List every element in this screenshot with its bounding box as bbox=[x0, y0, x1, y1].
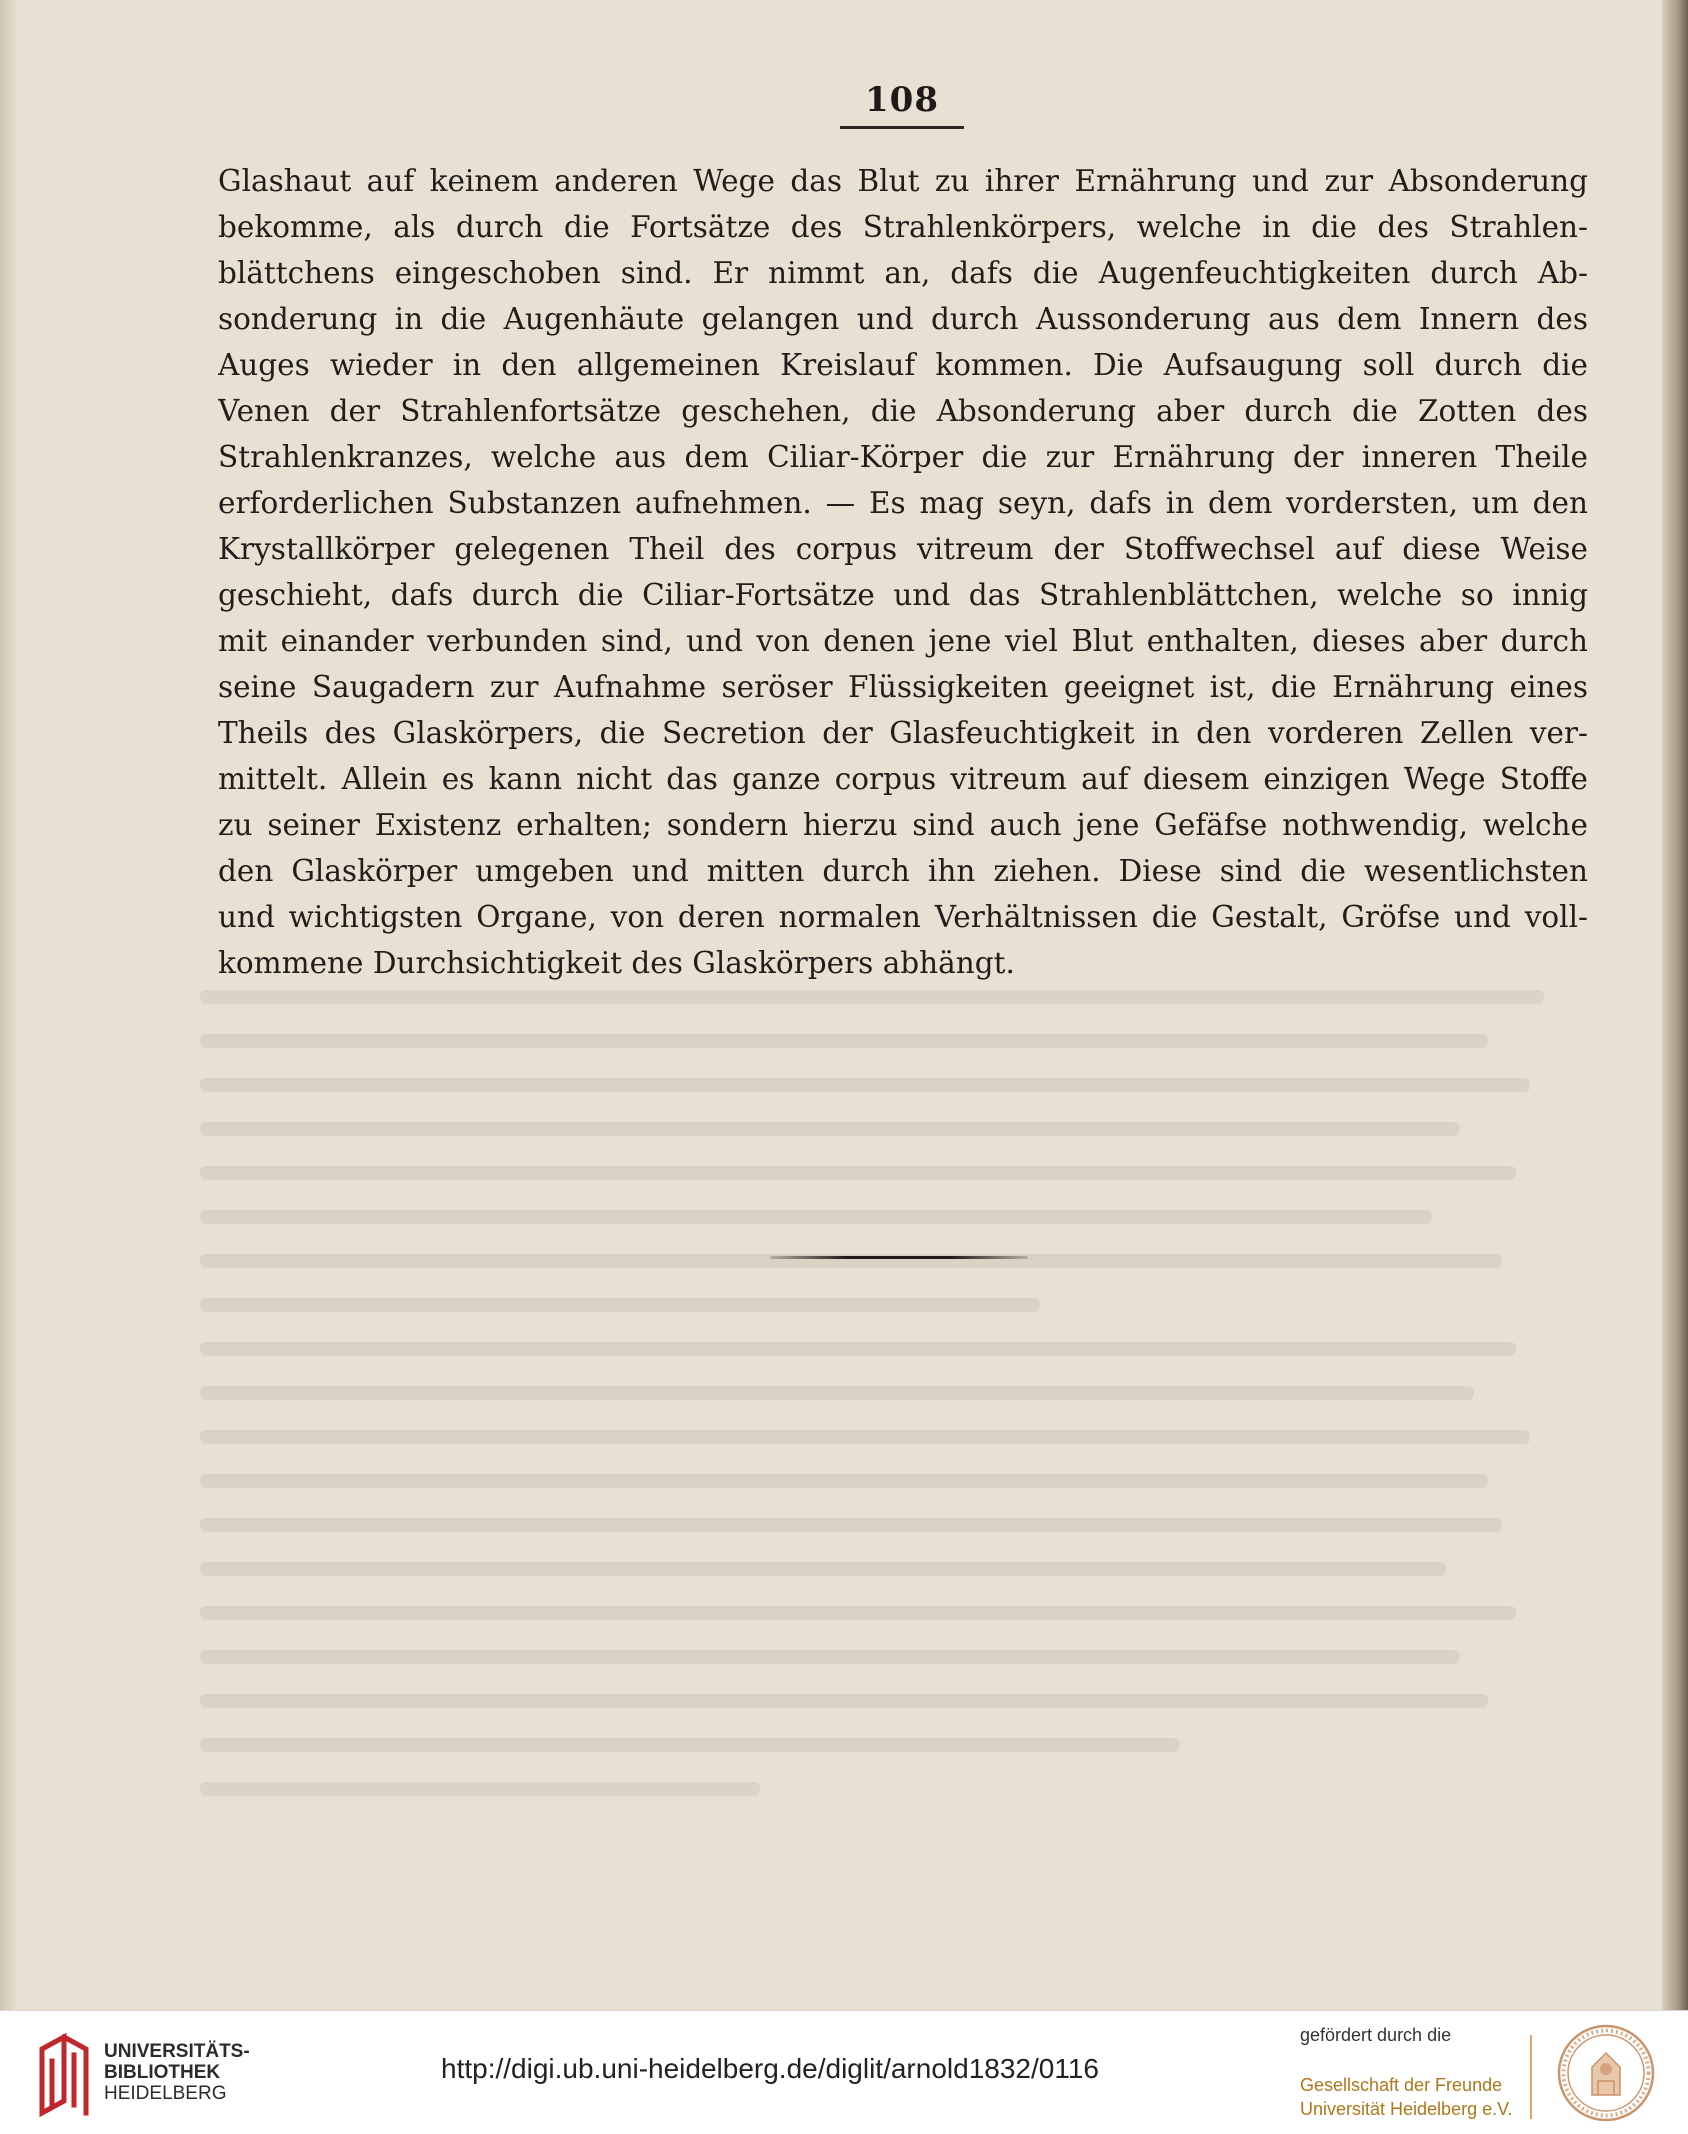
page-right-edge bbox=[1662, 0, 1688, 2010]
page-left-shadow bbox=[0, 0, 18, 2010]
text-line: mittelt. Allein es kann nicht das ganze corpus vitreum auf diesem einzigen Wege Stoffe bbox=[218, 762, 1588, 796]
library-name-line3: HEIDELBERG bbox=[104, 2083, 227, 2104]
text-line: und wichtigsten Organe, von deren normalen Verhältnissen die Gestalt, Gröfse und voll- bbox=[218, 900, 1588, 934]
text-line: bekomme, als durch die Fortsätze des Strahlenkörpers, welche in die des Strahlen- bbox=[218, 210, 1588, 244]
page-number-rule bbox=[840, 126, 964, 129]
library-name-line2: BIBLIOTHEK bbox=[104, 2062, 221, 2083]
section-end-rule bbox=[770, 1256, 1028, 1259]
text-line: zu seiner Existenz erhalten; sondern hierzu sind auch jene Gefäfse nothwendig, welche bbox=[218, 808, 1588, 842]
library-name bbox=[104, 2041, 250, 2104]
sponsor-name-line2: Universität Heidelberg e.V. bbox=[1300, 2099, 1513, 2119]
text-line: Auges wieder in den allgemeinen Kreislauf kommen. Die Aufsaugung soll durch die bbox=[218, 348, 1588, 382]
sponsor-name[interactable] bbox=[1300, 2073, 1512, 2121]
permalink-url[interactable]: http://digi.ub.uni-heidelberg.de/diglit/arnold1832/0116 bbox=[441, 2053, 1099, 2084]
text-line: Strahlenkranzes, welche aus dem Ciliar-Körper die zur Ernährung der inneren Theile bbox=[218, 440, 1588, 474]
university-seal-icon[interactable] bbox=[1556, 2023, 1656, 2123]
text-line: sonderung in die Augenhäute gelangen und durch Aussonderung aus dem Innern des bbox=[218, 302, 1588, 336]
viewer-footer bbox=[0, 2010, 1688, 2134]
body-text bbox=[218, 158, 1588, 986]
library-name-line1: UNIVERSITÄTS- bbox=[104, 2041, 250, 2062]
text-line: kommene Durchsichtigkeit des Glaskörpers abhängt. bbox=[218, 946, 1015, 980]
funded-by-label: gefördert durch die bbox=[1300, 2025, 1452, 2045]
text-line: mit einander verbunden sind, und von denen jene viel Blut enthalten, dieses aber durch bbox=[218, 624, 1588, 658]
text-line: blättchens eingeschoben sind. Er nimmt an, dafs die Augenfeuchtigkeiten durch Ab- bbox=[218, 256, 1588, 290]
text-line: Venen der Strahlenfortsätze geschehen, die Absonderung aber durch die Zotten des bbox=[218, 394, 1588, 428]
text-line: Krystallkörper gelegenen Theil des corpus vitreum der Stoffwechsel auf diese Weise bbox=[218, 532, 1588, 566]
sponsor-name-line1: Gesellschaft der Freunde bbox=[1300, 2075, 1503, 2095]
show-through-text bbox=[200, 990, 1600, 1850]
page-number: 108 bbox=[865, 80, 939, 120]
text-line: den Glaskörper umgeben und mitten durch ihn ziehen. Diese sind die wesentlichsten bbox=[218, 854, 1588, 888]
text-line: Glashaut auf keinem anderen Wege das Blut zu ihrer Ernährung und zur Absonderung bbox=[218, 164, 1588, 198]
text-line: erforderlichen Substanzen aufnehmen. — Es mag seyn, dafs in dem vordersten, um den bbox=[218, 486, 1588, 520]
text-line: Theils des Glaskörpers, die Secretion der Glasfeuchtigkeit in den vorderen Zellen ver- bbox=[218, 716, 1588, 750]
footer-divider bbox=[1530, 2035, 1532, 2119]
text-line: geschieht, dafs durch die Ciliar-Fortsätze und das Strahlenblättchen, welche so innig bbox=[218, 578, 1588, 612]
text-line: seine Saugadern zur Aufnahme seröser Flüssigkeiten geeignet ist, die Ernährung eines bbox=[218, 670, 1588, 704]
ub-heidelberg-logo-icon[interactable] bbox=[34, 2031, 100, 2117]
